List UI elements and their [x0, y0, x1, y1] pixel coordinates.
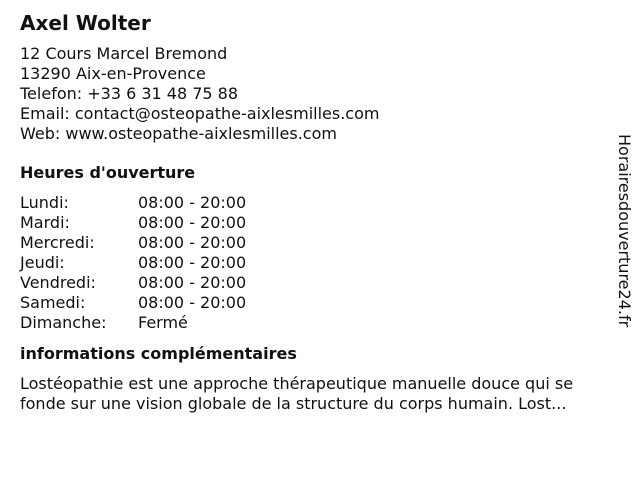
hours-time: Fermé: [138, 313, 188, 332]
hours-row: [20, 193, 610, 213]
hours-day: Lundi:: [20, 193, 69, 212]
hours-row: [20, 293, 610, 313]
phone-number[interactable]: Telefon: +33 6 31 48 75 88: [20, 84, 239, 103]
business-name: Axel Wolter: [20, 11, 151, 35]
additional-info-heading: informations complémentaires: [20, 344, 297, 363]
hours-time: 08:00 - 20:00: [138, 253, 247, 272]
hours-row: [20, 213, 610, 233]
business-card: [20, 10, 610, 414]
hours-time: 08:00 - 20:00: [138, 213, 247, 232]
hours-day: Dimanche:: [20, 313, 107, 332]
hours-time: 08:00 - 20:00: [138, 193, 247, 212]
street-address: 12 Cours Marcel Bremond: [20, 44, 228, 63]
city-address: 13290 Aix-en-Provence: [20, 64, 206, 83]
email-address[interactable]: Email: contact@osteopathe-aixlesmilles.com: [20, 104, 380, 123]
site-watermark: Horairesdouverture24.fr: [615, 134, 634, 328]
hours-row: [20, 273, 610, 293]
hours-time: 08:00 - 20:00: [138, 273, 247, 292]
hours-row: [20, 233, 610, 253]
hours-time: 08:00 - 20:00: [138, 293, 247, 312]
hours-day: Mercredi:: [20, 233, 95, 252]
hours-row: [20, 253, 610, 273]
hours-row: [20, 313, 610, 333]
opening-hours-table: [20, 193, 610, 333]
hours-day: Samedi:: [20, 293, 86, 312]
hours-day: Mardi:: [20, 213, 70, 232]
hours-time: 08:00 - 20:00: [138, 233, 247, 252]
additional-info-text: Lostéopathie est une approche thérapeutique manuelle douce qui se fonde sur une vision globale de la structure du corps humain. Lost...: [20, 374, 574, 413]
website-link[interactable]: Web: www.osteopathe-aixlesmilles.com: [20, 124, 337, 143]
hours-day: Vendredi:: [20, 273, 96, 292]
hours-day: Jeudi:: [20, 253, 65, 272]
opening-hours-heading: Heures d'ouverture: [20, 163, 196, 182]
